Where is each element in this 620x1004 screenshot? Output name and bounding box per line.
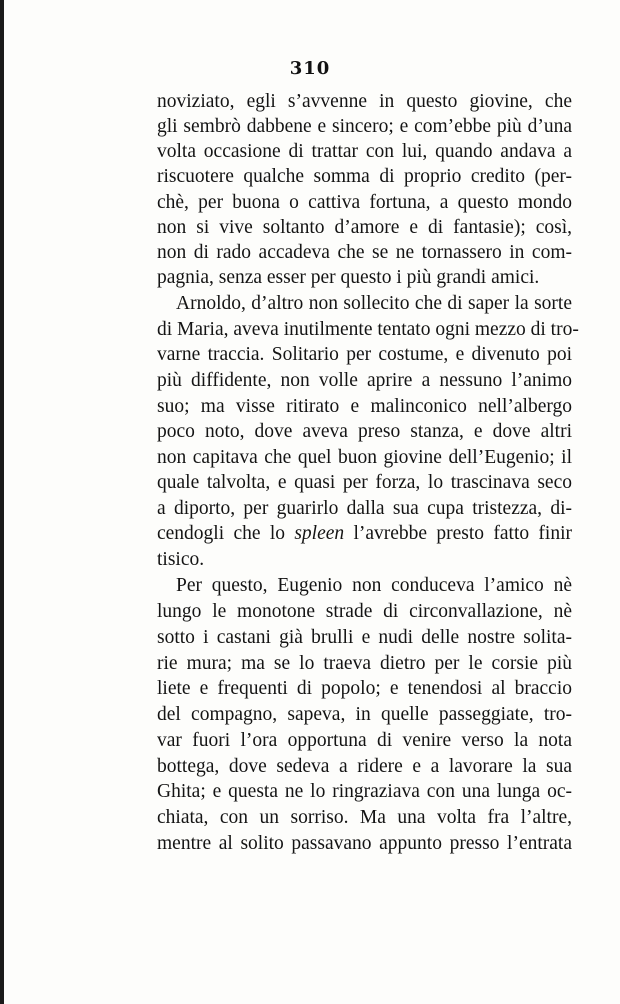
text-line: mentre al solito passavano appunto presso l’entrata (157, 833, 572, 854)
text-line: rie mura; ma se lo traeva dietro per le corsie più (157, 653, 572, 674)
text-line: liete e frequenti di popolo; e tenendosi al braccio (157, 678, 572, 699)
page-number: 310 (289, 58, 331, 79)
text-line: non di rado accadeva che se ne tornassero in com- (157, 242, 572, 263)
text-line: sotto i castani già brulli e nudi delle nostre solita- (157, 627, 572, 648)
text-line: var fuori l’ora opportuna di venire verso la nota (157, 730, 572, 751)
text-line: riscuotere qualche somma di proprio credito (per- (157, 166, 572, 187)
text-line: varne traccia. Solitario per costume, e divenuto poi (157, 344, 572, 365)
text-line: gli sembrò dabbene e sincero; e com’ebbe più d’una (157, 116, 572, 137)
text-line: quale talvolta, e quasi per forza, lo trascinava seco (157, 472, 572, 493)
text-line: chè, per buona o cattiva fortuna, a questo mondo (157, 192, 572, 213)
text-line: chiata, con un sorriso. Ma una volta fra l’altre, (157, 807, 572, 828)
text-line: noviziato, egli s’avvenne in questo giovine, che (157, 91, 572, 112)
text-line: lungo le monotone strade di circonvallazione, nè (157, 601, 572, 622)
text-line: pagnia, senza esser per questo i più grandi amici. (157, 267, 540, 288)
text-line: poco noto, dove aveva preso stanza, e dove altri (157, 421, 572, 442)
text-line: di Maria, aveva inutilmente tentato ogni mezzo di tro- (157, 319, 579, 340)
text-line: Ghita; e questa ne lo ringraziava con una lunga oc- (157, 781, 572, 802)
text-span: l’avrebbe presto fatto finir (344, 523, 572, 544)
text-line-with-italic (157, 522, 572, 546)
text-span: cendogli che lo (157, 523, 295, 544)
text-line: non si vive soltanto d’amore e di fantasie); così, (157, 217, 572, 238)
text-line: più diffidente, non volle aprire a nessuno l’animo (157, 370, 572, 391)
page-binding-edge (0, 0, 4, 1004)
text-line: suo; ma visse ritirato e malinconico nell’albergo (157, 396, 572, 417)
text-line: Per questo, Eugenio non conduceva l’amico nè (176, 575, 572, 596)
italic-word: spleen (294, 523, 345, 544)
text-line: del compagno, sapeva, in quelle passeggiate, tro- (157, 704, 572, 725)
text-line: bottega, dove sedeva a ridere e a lavorare la sua (157, 756, 572, 777)
text-line: non capitava che quel buon giovine dell’Eugenio; il (157, 447, 572, 468)
text-line: volta occasione di trattar con lui, quando andava a (157, 141, 572, 162)
text-line: tisico. (157, 549, 205, 570)
text-line: a diporto, per guarirlo dalla sua cupa tristezza, di- (157, 498, 572, 519)
text-line: Arnoldo, d’altro non sollecito che di saper la sorte (176, 293, 572, 314)
